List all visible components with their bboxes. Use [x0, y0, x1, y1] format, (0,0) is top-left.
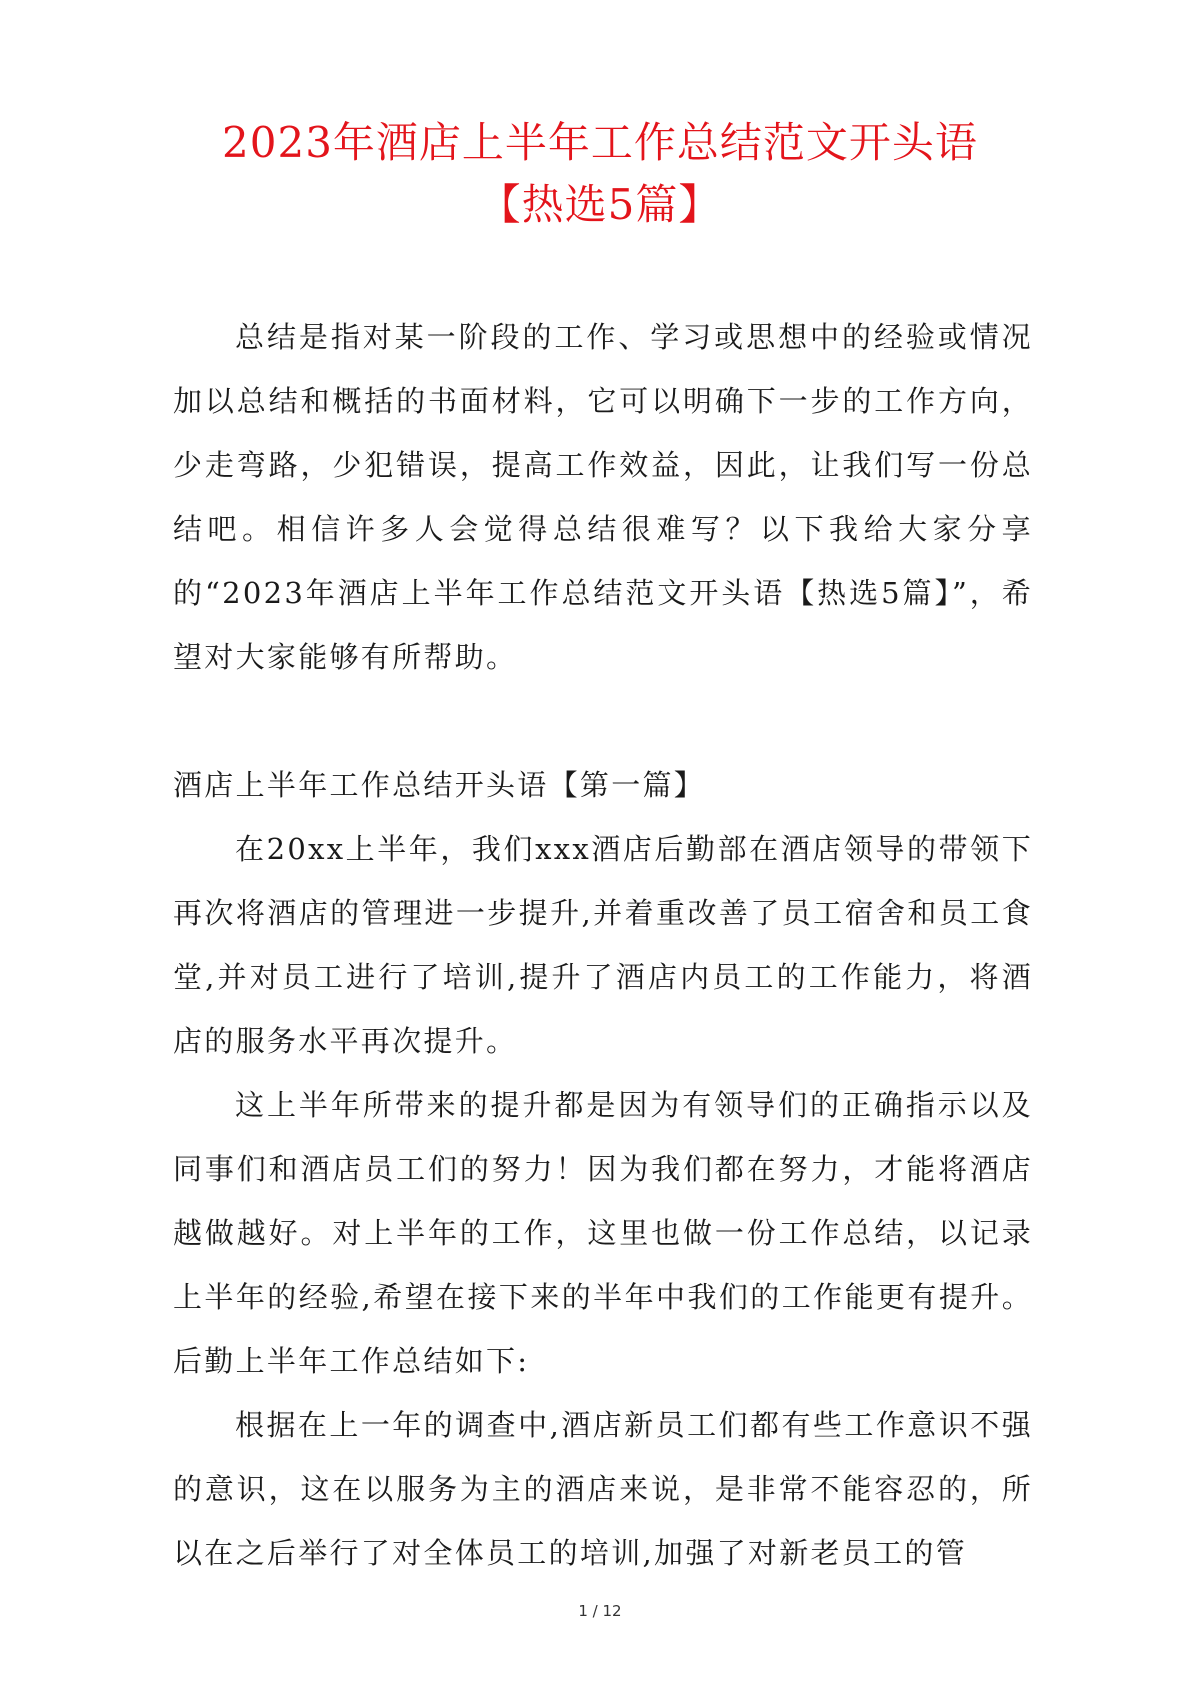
- title-line-1: 2023年酒店上半年工作总结范文开头语: [222, 118, 978, 167]
- body-paragraph: 根据在上一年的调查中,酒店新员工们都有些工作意识不强的意识，这在以服务为主的酒店来说，是非常不能容忍的，所以在之后举行了对全体员工的培训,加强了对新老员工的管: [173, 1408, 1033, 1570]
- document-title: [120, 112, 1080, 236]
- page-number: 1 / 12: [578, 1602, 622, 1620]
- intro-paragraph: 总结是指对某一阶段的工作、学习或思想中的经验或情况加以总结和概括的书面材料，它可以明确下一步的工作方向，少走弯路，少犯错误，提高工作效益，因此，让我们写一份总结吧。相信许多人会觉得总结很难写？以下我给大家分享的“2023年酒店上半年工作总结范文开头语【热选5篇】”，希望对大家能够有所帮助。: [173, 320, 1033, 674]
- section-heading: 酒店上半年工作总结开头语【第一篇】: [173, 768, 706, 802]
- body-paragraph: 在20xx上半年，我们xxx酒店后勤部在酒店领导的带领下再次将酒店的管理进一步提升,并着重改善了员工宿舍和员工食堂,并对员工进行了培训,提升了酒店内员工的工作能力，将酒店的服务水平再次提升。: [173, 832, 1033, 1058]
- body-paragraph: 这上半年所带来的提升都是因为有领导们的正确指示以及同事们和酒店员工们的努力！因为我们都在努力，才能将酒店越做越好。对上半年的工作，这里也做一份工作总结，以记录上半年的经验,希望在接下来的半年中我们的工作能更有提升。后勤上半年工作总结如下:: [173, 1088, 1033, 1378]
- title-line-2: 【热选5篇】: [478, 180, 722, 229]
- document-body: [173, 305, 1033, 1585]
